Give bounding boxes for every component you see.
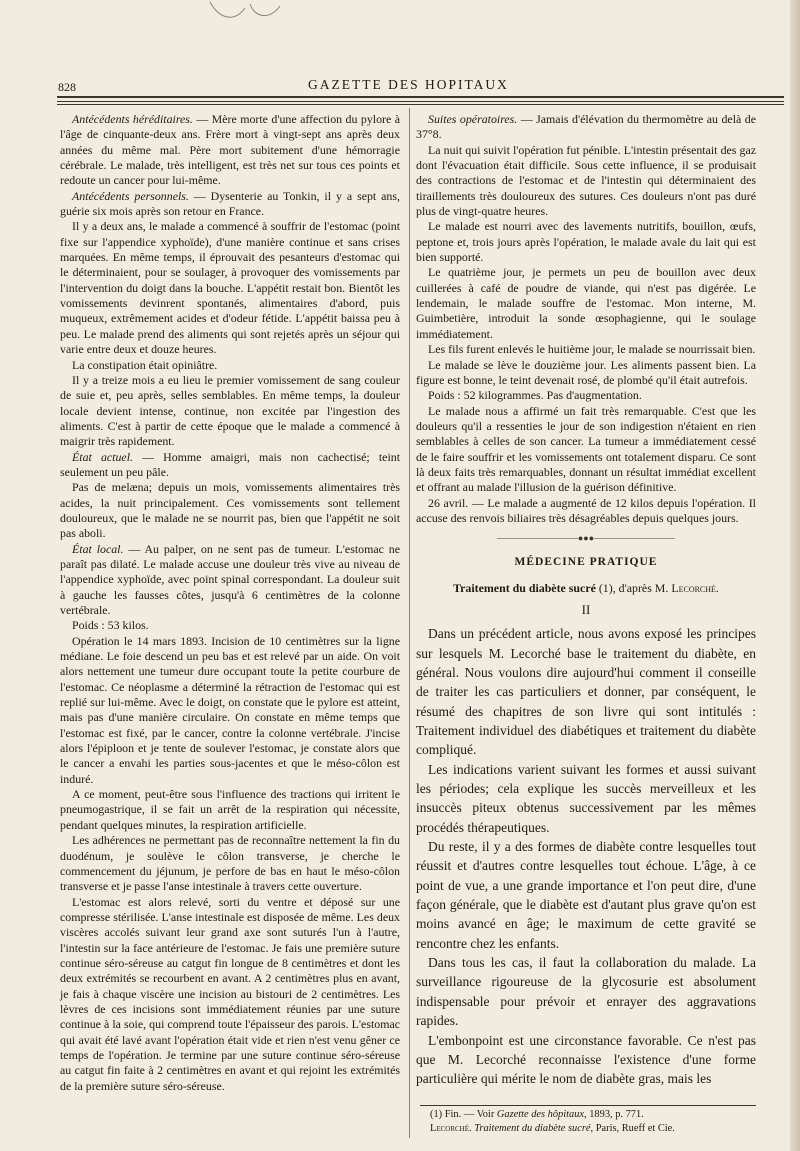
footnotes [420,1108,760,1136]
paragraph-text: — Homme amaigri, mais non cachectisé; teint seulement un peu pâle. [60,449,400,479]
paragraph-text: Le malade se lève le douzième jour. Les aliments passent bien. La figure est bonne, le teint devenait rosé, de plombé qu'il était autrefois. [416,357,756,387]
paragraph-text: L'estomac est alors relevé, sorti du ventre et déposé sur une compresse stérilisée. L'anse intestinale est disposée de même. Les deux viscères accolés suivant leur grand axe sont suturés l'un à l'autre, l'intestin sur la face antérieure de l'estomac. Je fais une première suture continue séro-séreuse au catgut fin longue de 8 centimètres et dont les deux extrémités se recourbent en avant. A 2 centimètres plus en avant, je fais à chaque viscère une incision au bistouri de 2 centimètres. Les lèvres de ces incisions sont immédiatement réunies par une suture continue à la soie, qui comprend toute l'épaisseur des parois. L'estomac qui avait été lavé avant l'opération était vide et rien n'est venu gêner ce temps de l'opération. Je termine par une suture continue séro-séreuse au catgut fin faite à 2 centimètres en avant et qui rejoint les extrémités de la première suture séro-séreuse. [60,894,400,1093]
paragraph [60,373,400,450]
column-divider [409,108,410,1138]
paragraph-text: — Mère morte d'une affection du pylore à l'âge de cinquante-deux ans. Frère mort à vingt-sept ans après deux années du même mal. Père mort subitement d'une hémorragie cérébrale. Le malade, très intelligent, est très net sur tous ces points et redoute un cancer pour lui-même. [60,112,400,188]
paragraph [60,787,400,833]
paragraph: Les indications varient suivant les formes et aussi suivant les périodes; cela explique les succès merveilleux et les insuccès piteux obtenus successivement par les mêmes procédés thérapeutiques. [416,761,756,835]
paragraph [60,358,400,373]
running-title: GAZETTE DES HOPITAUX [308,77,509,92]
paragraph-text: Poids : 53 kilos. [72,618,149,633]
top-ornament-fragment [200,0,290,30]
paragraph-text: A ce moment, peut-être sous l'influence des tractions qui irritent le pneumogastrique, il se fait un arrêt de la respiration qui nécessite, pendant quelques minutes, la respiration artificielle. [60,787,400,832]
paragraph-text: Poids : 52 kilogrammes. Pas d'augmentation. [428,388,642,403]
header-rule [57,96,784,98]
paragraph: L'embonpoint est une circonstance favorable. Ce n'est pas que M. Lecorché reconnaisse l'existence d'une forme particulière qui mérite le nom de diabète gras, mais les [416,1032,756,1087]
article-title-rest: (1), d'après M. [595,581,672,596]
paragraph-lead: État actuel. [72,449,133,464]
page-number: 828 [58,80,76,94]
section-title: MÉDECINE PRATIQUE [514,556,658,569]
paragraph [416,342,756,357]
footnote-rule [420,1105,756,1106]
paragraph-text: Les adhérences ne permettant pas de reconnaître nettement la fin du duodénum, je soulève le côlon transverse, je cherche le commencement du jéjunum, je perfore de bas en haut le méso-côlon transverse et je passe l'anse intestinale à travers cette ouverture. [60,833,400,894]
fleuron-divider: ―――――――――●●●――――――――― [496,533,676,544]
paragraph [416,358,756,389]
paragraph-text: 26 avril. — Le malade a augmenté de 12 kilos depuis l'opération. Il accuse des renvois biliaires très désagréables depuis quelques jours. [416,495,756,525]
paragraph-text: Il y a treize mois a eu lieu le premier vomissement de sang couleur de suie et, peu après, selles semblables. En même temps, la douleur locale devient intense, continue, non excitée par l'ingestion des aliments. C'est à partir de cette époque que le malade a commencé à maigrir très rapidement. [60,372,400,449]
paragraph-text: Opération le 14 mars 1893. Incision de 10 centimètres sur la ligne médiane. Le foie descend un peu bas et est relevé par un aide. On voit alors nettement une tumeur dure occupant toute la petite courbure de l'estomac. Ce néoplasme a déterminé la rétraction de l'estomac qui est replié sur lui-même. Avec le doigt, on constate que le pylore est atteint, mais pas d'une manière circulaire. On constate en même temps que l'estomac est fixé, par le cancer, contre la colonne vertébrale. J'incise alors l'épiploon et je tente de soulever l'estomac, je constate alors que le cancer a envahi les parties sous-jacentes et que le méso-côlon est induré. [60,633,400,786]
paragraph [416,388,756,403]
page-edge [790,0,800,1151]
article-title [416,581,756,596]
paragraph [60,480,400,541]
paragraph-text: — Dysenterie au Tonkin, il y a sept ans, guérie six mois après son retour en France. [60,188,400,219]
paragraph [60,450,400,481]
header-rule [57,101,784,102]
article-body [416,624,756,1088]
footnote-1: (1) Fin. — Voir Gazette des hôpitaux, 1893, p. 771. [430,1109,644,1120]
article-part-number: II [581,602,591,618]
article-title-main: Traitement du diabète sucré [453,581,596,596]
case-report-continuation [416,112,756,526]
paragraph [60,618,400,633]
paragraph-text: La nuit qui suivit l'opération fut pénible. L'intestin présentait des gaz dont l'évacuation était difficile. Sous cette influence, il se produisait des contractions de l'estomac et de l'intestin qui déterminaient des tiraillements très douloureux des sutures. Ces douleurs n'ont pas duré plus de vingt-quatre heures. [416,142,756,219]
paragraph-text: Pas de melæna; depuis un mois, vomissements alimentaires très acides, la nuit principalement. Ces vomissements sont tellement douloureux, que le malade ne se nourrit pas, bien que l'appétit ne soit pas aboli. [60,480,400,541]
paragraph-lead: Antécédents personnels. [72,188,189,203]
paragraph [416,404,756,496]
article-title-author: Lecorché. [671,581,719,596]
paragraph [60,112,400,189]
paragraph-text: — Jamais d'élévation du thermomètre au delà de 37°8. [416,112,757,142]
left-column [60,112,400,1094]
paragraph [416,219,756,265]
paragraph [60,833,400,894]
paragraph-text: Le malade nous a affirmé un fait très remarquable. C'est que les douleurs qu'il a ressenties le jour de son indigestion n'étaient en rien semblables à celles de son cancer. La tumeur a immédiatement cessé de le faire souffrir et les vomissements ont totalement disparu. Ce sont là deux faits très remarquables, donnant un résultat immédiat excellent et offrant au malade l'illusion de la guérison définitive. [416,403,756,495]
paragraph [416,112,756,143]
paragraph [60,219,400,357]
paragraph [60,542,400,619]
paragraph [60,189,400,220]
paragraph-lead: Suites opératoires. [428,112,518,126]
paragraph: Dans tous les cas, il faut la collaboration du malade. La surveillance rigoureuse de la glycosurie est absolument indispensable pour prévoir et enrayer des aggravations rapides. [416,955,756,1029]
paragraph-text: Il y a deux ans, le malade a commencé à souffrir de l'estomac (point fixe sur l'appendice xyphoïde), d'une manière continue et sans crises marquées. En même temps, il éprouvait des pesanteurs d'estomac qui le déterminaient, pour se soulager, à provoquer des vomissements par l'intervention du doigt dans la bouche. L'appétit restait bon. Bientôt les vomissements devinrent spontanés, alimentaires d'abord, puis muqueux, extrêmement acides et d'odeur fétide. L'appétit baissa peu à peu. Le malade prend des aliments qui sont rejetés après un séjour qui varie entre deux et douze heures. [60,219,400,357]
paragraph-lead: Antécédents héréditaires. [72,112,193,126]
paragraph: Du reste, il y a des formes de diabète contre lesquelles tout réussit et d'autres contre lesquelles tout échoue. L'âge, à ce point de vue, a une grande importance et l'on peut dire, d'une façon générale, que le diabète est d'autant plus grave qu'on est moins avancé en âge; le maximum de cette gravité se rencontre chez les enfants. [416,839,756,951]
paragraph [60,895,400,1094]
paragraph-text: La constipation était opiniâtre. [72,357,218,372]
paragraph [416,143,756,220]
header-rule [57,104,784,105]
paragraph: Dans un précédent article, nous avons exposé les principes sur lesquels M. Lecorché base le traitement du diabète, en général. Nous voulons dire aujourd'hui comment il conseille de traiter les cas particuliers et donner, par conséquent, le résumé des chapitres de son livre qui sont intitulés : Traitement individuel des diabétiques et traitement du diabète compliqué. [416,626,756,758]
paragraph-text: — Au palper, on ne sent pas de tumeur. L'estomac ne paraît pas dilaté. Le malade accuse une douleur très vive au niveau de l'appendice xyphoïde, avec point spinal correspondant. La douleur suit à gauche les fausses côtes, jusqu'à 6 centimètres de la colonne vertébrale. [60,541,400,617]
footnote-2: Lecorché. Traitement du diabète sucré, Paris, Rueff et Cie. [430,1123,675,1134]
paragraph [416,496,756,527]
paragraph-text: Les fils furent enlevés le huitième jour, le malade se nourrissait bien. [428,342,756,357]
paragraph-text: Le malade est nourri avec des lavements nutritifs, bouillon, œufs, peptone et, trois jours après l'opération, le malade avale du lait qui est bien supporté. [416,219,756,265]
paragraph [416,265,756,342]
paragraph-lead: État local. [72,541,124,556]
paragraph [60,634,400,787]
paragraph-text: Le quatrième jour, je permets un peu de bouillon avec deux cuillerées à café de poudre de viande, qui n'est pas digérée. Le lendemain, le malade souffre de l'estomac. Mon interne, M. Guimbetière, introduit la sonde œsophagienne, qui le soulage immédiatement. [416,265,756,341]
right-column [416,112,756,1089]
